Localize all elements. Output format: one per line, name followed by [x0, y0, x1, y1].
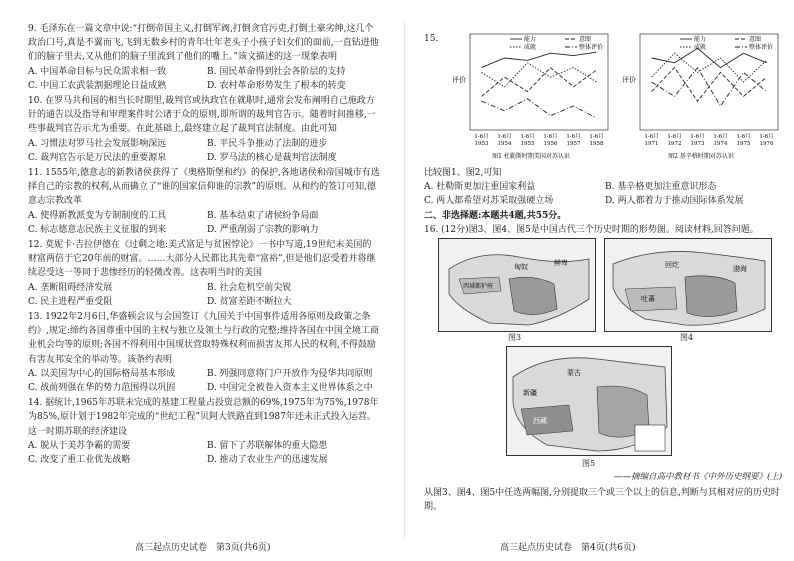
- question-13-stem: 13. 1922年2月6日,华盛顿会议与会国签订《九国关于中国事件适用各原则及政策之条约》,规定:缔约各国尊重中国的主权与独立及领土与行政的完整;维持各国在中国全境工商业机会均等的原则;各国不得利用中国现状营取特殊权利而损害友邦人民的权利,不得鼓励有害友邦安全的举动等。该条约表明: [28, 312, 379, 365]
- legend-entry: 意图: [749, 36, 762, 43]
- page-footer-left: 高三起点历史试卷 第3页(共6页): [135, 543, 271, 553]
- x-tick-label: 1976: [759, 141, 774, 147]
- map-3-drawing: [439, 239, 595, 331]
- map-3-label: 匈奴: [514, 263, 528, 271]
- question-14: [28, 396, 380, 467]
- map-3-label: 西域都护府: [463, 283, 494, 290]
- question-15-number: 15.: [424, 34, 439, 44]
- legend-entry: 能力: [524, 36, 537, 43]
- option-d[interactable]: D. 两人都着力于推动国际体系发展: [605, 196, 744, 207]
- map-figure-4: [604, 238, 772, 332]
- legend-entry: 能力: [694, 36, 707, 43]
- option-d[interactable]: D. 推动了农业生产的迅速发展: [207, 455, 328, 466]
- x-tick-label: 1971: [644, 141, 659, 147]
- x-tick-label: 1-6月: [497, 134, 512, 140]
- option-c[interactable]: C. 民主进程严重受阻: [28, 296, 113, 307]
- question-15-options: [424, 180, 780, 208]
- question-10: [28, 94, 380, 165]
- x-tick-label: 1-6月: [644, 134, 659, 140]
- question-13-options: [28, 367, 380, 395]
- x-tick-label: 1-6月: [713, 134, 728, 140]
- x-tick-label: 1-6月: [736, 134, 751, 140]
- option-d[interactable]: D. 中国完全被卷入资本主义世界体系之中: [207, 383, 373, 394]
- question-10-options: [28, 137, 380, 165]
- option-a[interactable]: A. 杜勒斯更加注重国家利益: [424, 182, 536, 193]
- map-5-label: 新疆: [523, 389, 537, 397]
- question-11-stem: 11. 1555年,德意志的新教诸侯获得了《奥格斯堡和约》的保护,各地诸侯和帝国城市有选择自己的宗教的权利,从而确立了“谁的国家信仰谁的宗教”的原则。从和约的签订可知,德意志宗教改革: [28, 168, 380, 207]
- question-16-stem: 16. (12分)图3、图4、图5是中国古代三个历史时期的形势图。阅读材料,回答问题。: [424, 224, 759, 235]
- map-5-drawing: [507, 347, 671, 455]
- question-9-stem: 9. 毛泽东在一篇文章中说:“打倒帝国主义,打倒军阀,打倒贪官污吏,打倒土豪劣绅,这几个政治口号,真是不翼而飞,飞到无数乡村的青年壮年老头子小孩子妇女们的面前,一直钻进他们的脑子里去,又从他们的脑子里流到了他们的嘴上。”该文描述的这一现象表明: [28, 24, 379, 63]
- map-3-label: 鲜卑: [554, 259, 568, 267]
- question-12: [28, 238, 380, 309]
- option-d[interactable]: D. 严重削弱了宗教的影响力: [207, 224, 319, 235]
- x-tick-label: 1-6月: [520, 134, 535, 140]
- x-tick-label: 1-6月: [690, 134, 705, 140]
- x-tick-label: 1955: [520, 141, 535, 147]
- question-13: [28, 310, 380, 395]
- question-14-options: [28, 439, 380, 467]
- x-tick-label: 1953: [474, 141, 489, 147]
- option-b[interactable]: B. 平民斗争推动了法制的进步: [207, 138, 328, 149]
- question-11: [28, 166, 380, 237]
- map-5-label: 西藏: [533, 417, 547, 425]
- option-c[interactable]: C. 改变了重工业优先战略: [28, 455, 131, 466]
- x-tick-label: 1-6月: [474, 134, 489, 140]
- option-b[interactable]: B. 基辛格更加注重意识形态: [605, 182, 717, 193]
- x-tick-label: 1-6月: [759, 134, 774, 140]
- x-tick-label: 1956: [543, 141, 558, 147]
- option-c[interactable]: C. 两人都希望对苏采取强硬立场: [424, 196, 554, 207]
- question-9: [28, 22, 380, 93]
- map-5-label: 蒙古: [567, 369, 581, 377]
- option-a[interactable]: A. 使得新教派变为专制制度的工具: [28, 210, 167, 221]
- x-tick-label: 1957: [566, 141, 581, 147]
- y-axis-label: 评价: [452, 76, 466, 84]
- x-tick-label: 1-6月: [589, 134, 604, 140]
- page-footer-right: 高三起点历史试卷 第4页(共6页): [500, 543, 636, 553]
- map-4-label: 回纥: [665, 261, 679, 269]
- option-c[interactable]: C. 中国工农武装割据理论日益成熟: [28, 80, 167, 91]
- x-tick-label: 1975: [736, 141, 751, 147]
- y-axis-label: 评价: [622, 76, 636, 84]
- option-d[interactable]: D. 农村革命形势发生了根本的转变: [207, 80, 346, 91]
- option-a[interactable]: A. 脱从于美苏争霸的需要: [28, 440, 131, 451]
- option-c[interactable]: C. 裁判官告示是万民法的重要源泉: [28, 152, 167, 163]
- map-4-label: 渤海: [733, 265, 747, 273]
- source-citation: ——摘编自高中教材书《中外历史纲要》(上): [614, 472, 783, 482]
- option-b[interactable]: B. 列强同意将门户开放作为侵华共同原则: [207, 368, 373, 379]
- option-a[interactable]: A. 中国革命目标与民众需求相一致: [28, 66, 167, 77]
- x-tick-label: 1973: [690, 141, 705, 147]
- chart-title: 图2 基辛格时期对苏认识: [668, 153, 734, 160]
- x-tick-label: 1954: [497, 141, 512, 147]
- x-tick-label: 1-6月: [667, 134, 682, 140]
- legend-entry: 成就: [694, 44, 707, 51]
- option-b[interactable]: B. 国民革命得到社会各阶层的支持: [207, 66, 346, 77]
- option-a[interactable]: A. 以美国为中心的国际格局基本形成: [28, 368, 176, 379]
- option-b[interactable]: B. 社会危机空前尖锐: [207, 282, 292, 293]
- map-figure-5: [506, 346, 672, 456]
- figure-4-caption: 图4: [680, 333, 694, 342]
- map-figure-3: [438, 238, 596, 332]
- legend-entry: 整体评价: [749, 44, 774, 51]
- figure-3-caption: 图3: [508, 333, 522, 342]
- chart-figure-2: [618, 28, 784, 160]
- question-12-stem: 12. 莫妮卡·吉拉伊德在《过剩之地:美式富足与贫困悖论》一书中写道,19世纪末美国的财富两倍于它20年前的财富。……大部分人民都比其先辈“富裕”,但是他们忍受着并将继续忍受这一等同于悲惨经历的轻微改善。这表明当时的美国: [28, 240, 376, 279]
- x-tick-label: 1-6月: [543, 134, 558, 140]
- x-tick-label: 1-6月: [566, 134, 581, 140]
- question-15-lead: 比较图1、图2,可知: [424, 168, 502, 178]
- option-b[interactable]: B. 基本结束了诸侯纷争局面: [207, 210, 319, 221]
- column-divider: [404, 20, 405, 540]
- figure-5-caption: 图5: [582, 459, 596, 468]
- question-14-stem: 14. 据统计,1965年苏联未完成的基建工程量占投资总额的69%,1975年为75%,1978年为85%,原计划于1982年完成的“世纪工程”贝阿大铁路直到1987年还未正式投入运营。这一时期苏联的经济建设: [28, 398, 379, 437]
- question-16-task: 从图3、图4、图5中任选两幅图,分别提取三个或三个以上的信息,判断与其相对应的历史时期。: [424, 488, 780, 513]
- map-4-label: 吐蕃: [641, 295, 655, 303]
- chart-title: 图1 杜勒斯时期美国对苏认识: [492, 153, 570, 160]
- x-tick-label: 1972: [667, 141, 682, 147]
- question-10-stem: 10. 在罗马共和国的相当长时期里,裁判官或执政官在就职时,通常会发布阐明自己施政方针的通告以及指导和审理案件时公诸于众的原则,即所谓的裁判官告示。随着时间推移,一些事裁判官告示尤为重要。在此基础上,最终建立起了裁判官法制度。由此可知: [28, 96, 376, 135]
- left-column: [28, 22, 380, 468]
- section-heading: 二、非选择题:本题共4题,共55分。: [424, 210, 567, 221]
- chart-figure-1: [448, 28, 614, 160]
- question-12-options: [28, 281, 380, 309]
- map-4-drawing: [605, 239, 771, 331]
- option-c[interactable]: C. 标志德意志民族主义征服的到来: [28, 224, 167, 235]
- x-tick-label: 1974: [713, 141, 728, 147]
- option-c[interactable]: C. 战前列强在华的势力范围得以巩固: [28, 383, 176, 394]
- option-a[interactable]: A. 垄断阻碍经济发展: [28, 282, 113, 293]
- legend-entry: 整体评价: [579, 44, 604, 51]
- legend-entry: 意图: [579, 36, 592, 43]
- question-9-options: [28, 65, 380, 93]
- option-a[interactable]: A. 习惯法对罗马社会发展影响深远: [28, 138, 167, 149]
- legend-entry: 成就: [524, 44, 537, 51]
- x-tick-label: 1958: [589, 141, 604, 147]
- option-b[interactable]: B. 留下了苏联解体的重大隐患: [207, 440, 328, 451]
- right-column: [424, 166, 780, 237]
- question-11-options: [28, 209, 380, 237]
- option-d[interactable]: D. 贫富差距不断拉大: [207, 296, 292, 307]
- option-d[interactable]: D. 罗马法的核心是裁判官法制度: [207, 152, 337, 163]
